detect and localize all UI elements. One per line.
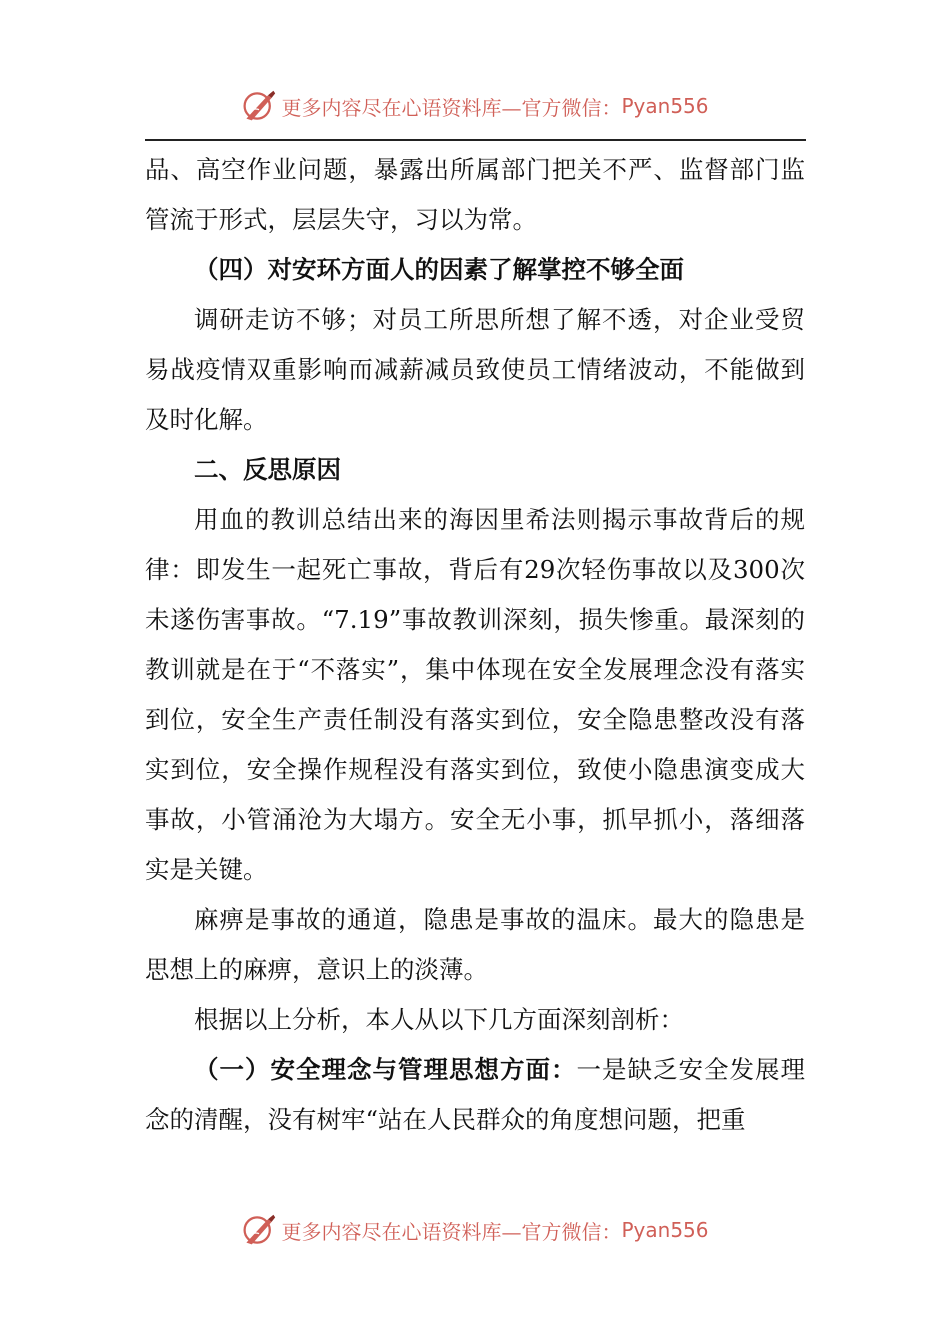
section-heading-reflection: 二、反思原因 <box>194 455 341 484</box>
subsection-label: （一）安全理念与管理思想方面： <box>194 1055 577 1084</box>
paragraph-analysis-intro: 根据以上分析，本人从以下几方面深刻剖析： <box>194 1005 684 1034</box>
paragraph-research: 调研走访不够；对员工所思所想了解不透，对企业受贸易战疫情双重影响而减薪减员致使员工情绪波动，不能做到及时化解。 <box>145 305 805 434</box>
paragraph-heinrich-law: 用血的教训总结出来的海因里希法则揭示事故背后的规律：即发生一起死亡事故，背后有29次轻伤事故以及300次未遂伤害事故。“7.19”事故教训深刻，损失惨重。最深刻的教训就是在于“不落实”，集中体现在安全发展理念没有落实到位，安全生产责任制没有落实到位，安全隐患整改没有落实到位，安全操作规程没有落实到位，致使小隐患演变成大事故，小管涌沧为大塌方。安全无小事，抓早抓小，落细落实是关键。 <box>145 505 805 884</box>
header-wechat-id: Pyan556 <box>621 94 709 118</box>
pen-logo-icon <box>241 1212 277 1248</box>
section-heading-4: （四）对安环方面人的因素了解掌控不够全面 <box>194 255 684 284</box>
paragraph-safety-concept <box>145 1045 805 1145</box>
footer-site-text: 更多内容尽在心语资料库—官方微信： <box>281 1219 622 1244</box>
header-divider <box>145 139 806 141</box>
paragraph-continuation: 品、高空作业问题，暴露出所属部门把关不严、监督部门监管流于形式，层层失守，习以为常。 <box>145 155 805 234</box>
header-site-text: 更多内容尽在心语资料库—官方微信： <box>281 95 622 120</box>
paragraph-numbness: 麻痹是事故的通道，隐患是事故的温床。最大的隐患是思想上的麻痹，意识上的淡薄。 <box>145 905 805 984</box>
document-body <box>145 145 805 1145</box>
footer-wechat-id: Pyan556 <box>621 1218 709 1242</box>
footer-banner <box>0 1210 950 1250</box>
header-banner <box>0 86 950 126</box>
pen-logo-icon <box>241 88 277 124</box>
subsection-text: 一是缺乏安全发展理念的清醒，没有树牢“站在人民群众的角度想问题，把重 <box>145 1055 805 1134</box>
